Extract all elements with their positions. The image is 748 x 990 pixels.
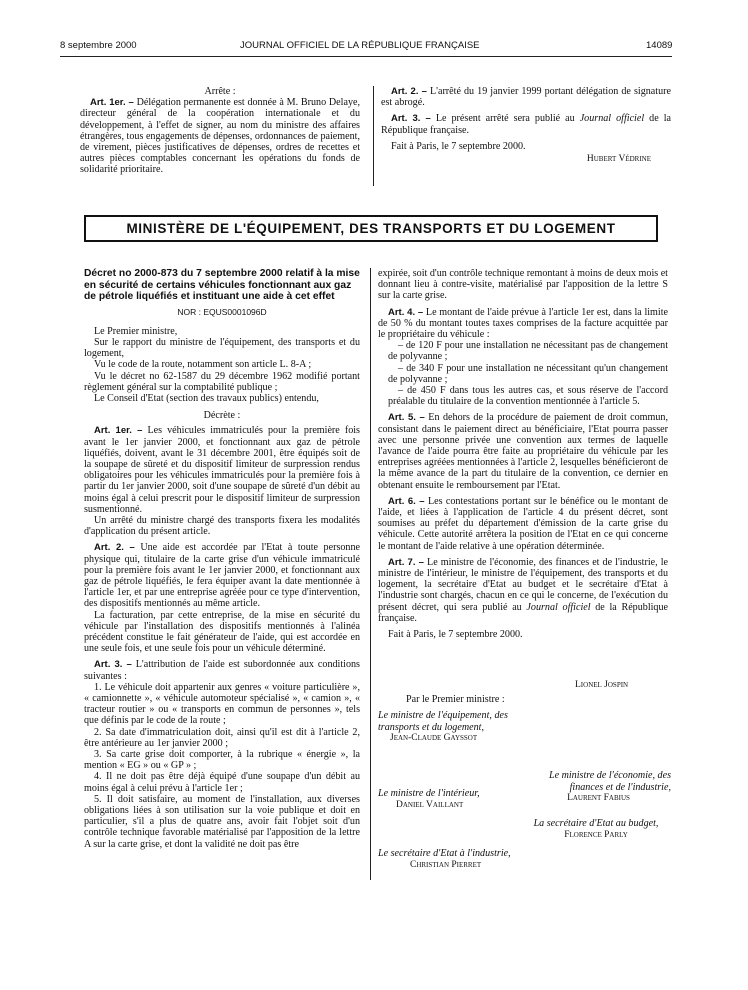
decree-vu-rapport: Sur le rapport du ministre de l'équipement, des transports et du logement, — [84, 336, 360, 360]
ministry-heading-box — [84, 215, 658, 242]
signature-title-equipement: Le ministre de l'équipement, des transports et du logement, — [378, 710, 508, 733]
signature-block-interieur — [378, 788, 518, 811]
decree-vu-decret: Vu le décret no 62-1587 du 29 décembre 1962 modifié portant règlement général sur la comptabilité publique ; — [84, 370, 360, 393]
decree-art6-text: Les contestations portant sur le bénéfice ou le montant de l'aide, et liées à l'application de l'article 4 du présent décret, sont soumises au préfet du département d'émission de la carte grise du véhicule. Cette autorité arrêtera la position de l'Etat en ce qui concerne le montant de l'aide relative à une opération déterminée. — [378, 495, 668, 552]
top-art3-text-b: de la République française. — [381, 113, 671, 136]
signature-block-equipement — [378, 710, 538, 745]
decree-art3-label: Art. 3. – — [94, 659, 132, 671]
decree-art4-item: – de 120 F pour une installation ne nécessitant pas de changement de polyvanne ; — [388, 340, 668, 363]
top-art3-text-a: Le présent arrêté sera publié au — [435, 113, 580, 125]
top-art3-label: Art. 3. – — [391, 113, 431, 125]
decree-art1-paragraph-2: Un arrêté du ministre chargé des transports fixera les modalités d'application du présent article. — [84, 514, 360, 538]
decree-right-column — [378, 268, 668, 640]
decree-vu-code: Vu le code de la route, notamment son article L. 8-A ; — [94, 359, 312, 371]
decree-left-column — [84, 268, 360, 850]
signature-name-fabius: Laurent Fabius — [567, 793, 630, 803]
signature-title-industrie: Le secrétaire d'Etat à l'industrie, — [378, 848, 511, 859]
decree-art3-text: L'attribution de l'aide est subordonnée aux conditions suivantes : — [84, 659, 360, 682]
decree-art4-item: – de 450 F dans tous les autres cas, et sous réserve de l'accord préalable du titulaire de la convention mentionnée à l'article 5. — [388, 385, 668, 408]
signature-name-pierret: Christian Pierret — [410, 859, 482, 870]
decree-art1-label: Art. 1er. – — [94, 425, 143, 437]
signature-par-premier-ministre: Par le Premier ministre : — [406, 694, 505, 705]
decree-condition-4: 4. Il ne doit pas être déjà équipé d'une soupape d'un débit au moins égal à celui prévu à l'article 1er ; — [84, 771, 360, 794]
top-art1-text: Délégation permanente est donnée à M. Bruno Delaye, directeur général de la coopération internationale et du développement, à l'effet de signer, au nom du ministre des affaires étrangères, tous engagements de dépenses, ordonnances de paiement, de virement, pièces justificatives de dépenses, ordres de recettes et autres pièces comptables concernant les opérations du fonds de solidarité prioritaire. — [80, 97, 360, 176]
decree-art5-paragraph — [378, 412, 668, 490]
header-journal-title: JOURNAL OFFICIEL DE LA RÉPUBLIQUE FRANÇAISE — [240, 40, 480, 51]
decree-art1-paragraph — [84, 425, 360, 515]
top-art3-paragraph — [381, 113, 671, 135]
top-art2-text: L'arrêté du 19 janvier 1999 portant délégation de signature est abrogé. — [381, 86, 671, 109]
top-column-divider — [373, 86, 374, 186]
decree-decrete: Décrète : — [203, 410, 241, 422]
decree-art7-paragraph — [378, 557, 668, 624]
decree-art1-text: Les véhicules immatriculés pour la première fois avant le 1er janvier 2000, et fonctionnant aux gaz de pétrole liquéfiés, doivent, avant le 31 décembre 2001, être équipés soit de la soupape de sûreté et du dispositif limiteur de surpression rendus obligatoires pour les véhicules immatriculés pour la première fois à partir du 1er janvier 2000, soit d'une soupape de sûreté d'un débit au moins égal à celui prescrit pour le dispositif limiteur de surpression susmentionné. — [84, 425, 360, 515]
decree-condition-2: 2. Sa date d'immatriculation doit, ainsi qu'il est dit à l'article 2, être antérieure au 1er janvier 2000 ; — [84, 726, 360, 749]
decree-art2-paragraph — [84, 542, 360, 609]
header-date: 8 septembre 2000 — [60, 40, 137, 51]
decree-nor: NOR : EQUS0001096D — [177, 306, 267, 317]
decree-title: Décret no 2000-873 du 7 septembre 2000 relatif à la mise en sécurité de certains véhicules fonctionnant aux gaz de pétrole liquéfiés et instituant une aide à cet effet — [84, 268, 360, 302]
signature-block-economie — [526, 770, 671, 805]
decree-art4-text: Le montant de l'aide prévue à l'article 1er est, dans la limite de 50 % du montant toutes taxes comprises de la facture acquittée par le propriétaire du véhicule : — [378, 306, 668, 341]
signature-jospin: Lionel Jospin — [575, 680, 629, 690]
header-page-number: 14089 — [646, 40, 673, 51]
decree-art7-text-b: de la République française. — [378, 601, 669, 624]
signature-title-economie: Le ministre de l'économie, des finances et de l'industrie, — [548, 770, 671, 793]
main-column-divider — [370, 268, 371, 880]
top-art3-journal: Journal officiel — [579, 113, 645, 125]
signature-name-parly: Florence Parly — [564, 829, 628, 840]
decree-art4-item: – de 340 F pour une installation ne nécessitant qu'un changement de polyvanne ; — [388, 362, 668, 385]
decree-art4-paragraph — [378, 307, 668, 341]
signature-block-budget — [520, 818, 672, 841]
decree-fait: Fait à Paris, le 7 septembre 2000. — [388, 629, 523, 641]
top-art2-label: Art. 2. – — [391, 86, 427, 97]
signature-name-vaillant: Daniel Vaillant — [396, 799, 464, 810]
ministry-heading: MINISTÈRE DE L'ÉQUIPEMENT, DES TRANSPORTS ET DU LOGEMENT — [126, 221, 616, 236]
top-art1-label: Art. 1er. – — [90, 97, 134, 109]
decree-art5-label: Art. 5. – — [388, 412, 425, 424]
decree-art2-paragraph-2: La facturation, par cette entreprise, de la mise en sécurité du véhicule par l'installation des dispositifs mentionnés à l'alinéa précédent constitue le fait générateur de l'aide, qui est accordée en une seule fois, et une seule fois pour un véhicule déterminé. — [84, 609, 360, 655]
top-art2-paragraph — [381, 86, 671, 108]
decree-art6-paragraph — [378, 496, 668, 552]
top-art1-paragraph — [80, 97, 360, 175]
decree-condition-3: 3. Sa carte grise doit comporter, à la rubrique « énergie », la mention « EG » ou « GP » ; — [84, 749, 360, 772]
decree-art5-text: En dehors de la procédure de paiement de droit commun, consistant dans le paiement direct au bénéficiaire, l'Etat pourra passer avec une personne privée une convention aux termes de laquelle l'avance de l'aide pourra être faite au propriétaire du véhicule par les entreprises agréées mentionnées à l'article 2, lesquelles bénéficieront de la même avance de la part du titulaire de la convention, ce dernier en obtenant ensuite le remboursement par l'Etat. — [378, 412, 668, 491]
signature-title-interieur: Le ministre de l'intérieur, — [378, 788, 480, 799]
decree-premier-ministre: Le Premier ministre, — [94, 325, 178, 337]
decree-conseil: Le Conseil d'Etat (section des travaux publics) entendu, — [94, 392, 319, 404]
top-left-column — [80, 86, 360, 176]
decree-condition-1: 1. Le véhicule doit appartenir aux genres « voiture particulière », « camionnette », « véhicule automoteur spécialisé », « camion », « tracteur routier » ou « transports en commun de personnes », tels que définis par le code de la route ; — [84, 681, 360, 727]
header-rule — [60, 56, 672, 57]
top-fait: Fait à Paris, le 7 septembre 2000. — [391, 140, 526, 152]
decree-art2-label: Art. 2. – — [94, 542, 135, 554]
top-right-column — [381, 86, 671, 165]
decree-art2-text: Une aide est accordée par l'Etat à toute personne physique qui, titulaire de la carte grise d'un véhicule immatriculé pour la première fois avant le 1er janvier 2000, et fonctionnant aux gaz de pétrole liquéfiés, le fera équiper avant la date mentionnée à l'article 1er, et par une entreprise agréée pour ce type d'intervention, des dispositifs mentionnés au même article. — [84, 542, 360, 610]
signature-block-industrie — [378, 848, 548, 871]
decree-art6-label: Art. 6. – — [388, 495, 425, 507]
signature-name-gayssot: Jean-Claude Gayssot — [390, 733, 478, 743]
decree-art7-text-a: Le ministre de l'économie, des finances et de l'industrie, le ministre de l'intérieur, le ministre de l'équipement, des transports et du logement, la secrétaire d'Etat au budget et le secrétaire d'Etat à l'industrie sont chargés, chacun en ce qui le concerne, de l'exécution du présent décret, qui sera publié au — [378, 556, 668, 613]
decree-art3-paragraph — [84, 659, 360, 681]
decree-art7-label: Art. 7. – — [388, 556, 424, 568]
decree-condition-5-cont: expirée, soit d'un contrôle technique remontant à moins de deux mois et donnant lieu à contre-visite, matérialisé par l'apposition de la lettre S sur la carte grise. — [378, 268, 668, 302]
decree-art4-label: Art. 4. – — [388, 306, 424, 318]
signature-title-budget: La secrétaire d'Etat au budget, — [533, 818, 659, 829]
decree-condition-5: 5. Il doit satisfaire, au moment de l'installation, aux diverses obligations liées à son utilisation sur la voie publique et doit en particulier, s'il a plus de quatre ans, avoir fait l'objet soit d'un contrôle technique favorable matérialisé par l'apposition de la lettre A sur la carte grise, et dont la validité ne doit pas être — [84, 793, 360, 850]
decree-art7-journal: Journal officiel — [526, 601, 591, 613]
top-signature: Hubert Védrine — [586, 154, 651, 165]
arrete-heading: Arrête : — [204, 86, 236, 97]
